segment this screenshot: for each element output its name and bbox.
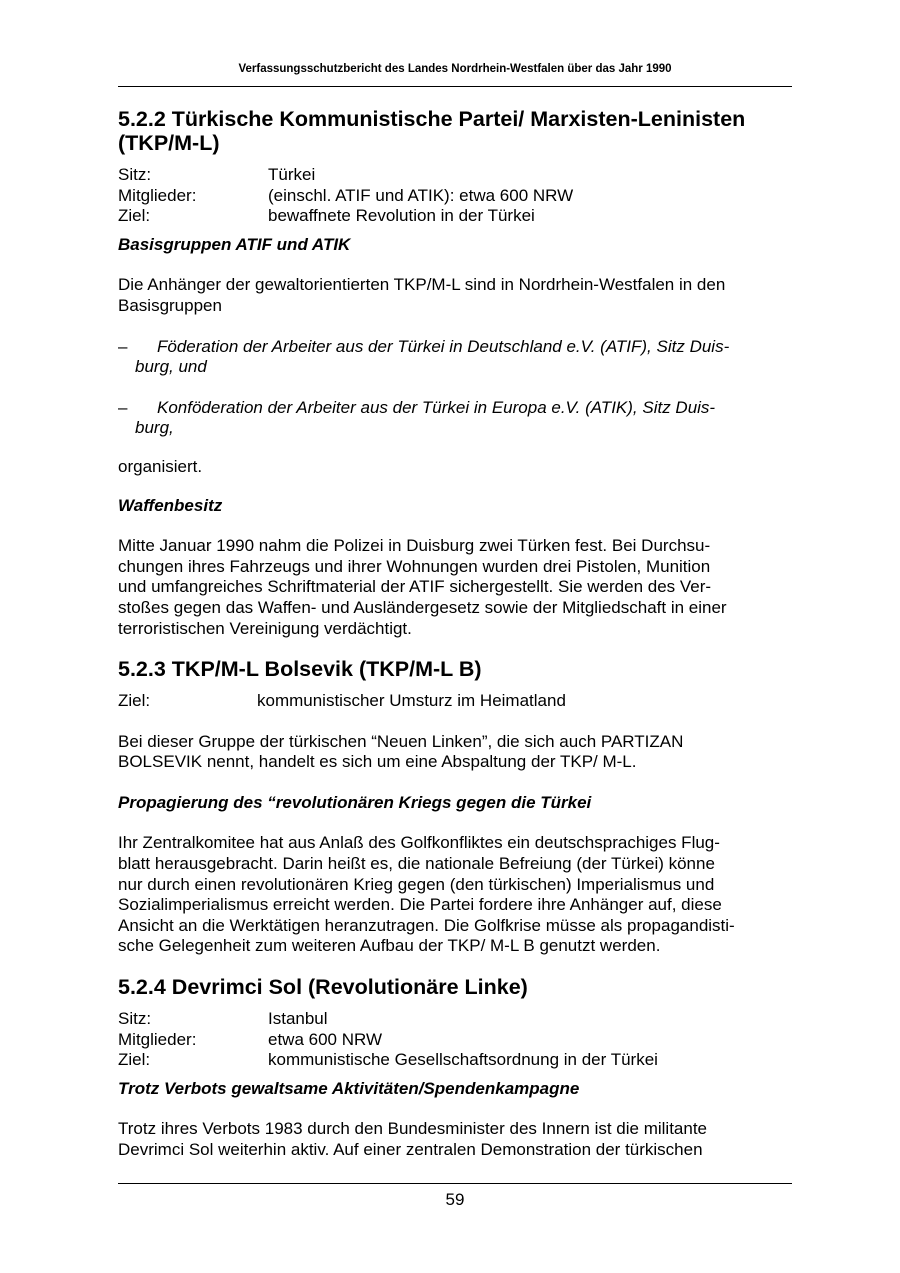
list-item xyxy=(118,337,792,378)
text-line: BOLSEVIK nennt, handelt es sich um eine Abspaltung der TKP/ M-L. xyxy=(118,752,637,772)
text-line: stoßes gegen das Waffen- und Ausländergesetz sowie der Mitgliedschaft in einer xyxy=(118,597,727,617)
fact-row xyxy=(118,1030,658,1051)
fact-row xyxy=(118,691,792,712)
subheading-propagierung: Propagierung des “revolutionären Kriegs gegen die Türkei xyxy=(118,792,592,812)
heading-line: 5.2.2 Türkische Kommunistische Partei/ Marxisten-Leninisten xyxy=(118,107,746,131)
heading-5-2-2 xyxy=(118,107,792,155)
text-line: blatt herausgebracht. Darin heißt es, die nationale Befreiung (der Türkei) könne xyxy=(118,854,715,874)
fact-value: (einschl. ATIF und ATIK): etwa 600 NRW xyxy=(268,185,574,205)
text-line: und umfangreiches Schriftmaterial der ATIF sichergestellt. Sie werden des Ver- xyxy=(118,577,712,597)
heading-5-2-3: 5.2.3 TKP/M-L Bolsevik (TKP/M-L B) xyxy=(118,657,482,682)
text-line: Die Anhänger der gewaltorientierten TKP/M-L sind in Nordrhein-Westfalen in den xyxy=(118,275,726,295)
text-line: Ihr Zentralkomitee hat aus Anlaß des Golfkonfliktes ein deutschsprachiges Flug- xyxy=(118,833,720,853)
fact-table-tkp-ml xyxy=(118,165,573,227)
list-item xyxy=(118,398,792,439)
fact-value: kommunistische Gesellschaftsordnung in der Türkei xyxy=(268,1050,658,1070)
text-line: Trotz ihres Verbots 1983 durch den Bundesminister des Innern ist die militante xyxy=(118,1119,708,1139)
text-line: sche Gelegenheit zum weiteren Aufbau der TKP/ M-L B genutzt werden. xyxy=(118,936,661,956)
fact-label: Sitz: xyxy=(118,165,152,184)
fact-value: Istanbul xyxy=(268,1009,328,1029)
header-rule xyxy=(118,86,792,87)
fact-label: Ziel: xyxy=(118,1050,151,1070)
fact-value: kommunistischer Umsturz im Heimatland xyxy=(257,691,566,711)
text-line: nur durch einen revolutionären Krieg gegen (den türkischen) Imperialismus und xyxy=(118,874,715,894)
text-line: terroristischen Vereinigung verdächtigt. xyxy=(118,618,412,638)
heading-line: (TKP/M-L) xyxy=(118,131,220,155)
fact-row xyxy=(118,1050,658,1071)
list-item-line: Konföderation der Arbeiter aus der Türkei in Europa e.V. (ATIK), Sitz Duis- xyxy=(157,397,716,417)
list-item-line: burg, xyxy=(135,418,174,438)
paragraph-propagierung xyxy=(118,833,792,957)
fact-value: Türkei xyxy=(268,165,316,184)
fact-value: etwa 600 NRW xyxy=(268,1029,383,1049)
list-item-line: Föderation der Arbeiter aus der Türkei in Deutschland e.V. (ATIF), Sitz Duis- xyxy=(157,336,730,356)
text-line: Basisgruppen xyxy=(118,295,222,315)
dash-bullet: – xyxy=(118,336,128,356)
subheading-waffenbesitz: Waffenbesitz xyxy=(118,495,223,515)
paragraph-outro: organisiert. xyxy=(118,456,203,476)
text-line: Ansicht an die Werktätigen heranzutragen. Die Golfkrise müsse als propagandisti- xyxy=(118,915,735,935)
text-line: Devrimci Sol weiterhin aktiv. Auf einer zentralen Demonstration der türkischen xyxy=(118,1140,703,1159)
footer-rule xyxy=(118,1183,792,1184)
paragraph-waffenbesitz xyxy=(118,536,792,639)
list-item-line: burg, und xyxy=(135,357,207,377)
subheading-basisgruppen: Basisgruppen ATIF und ATIK xyxy=(118,234,351,254)
fact-table-devrimci-sol xyxy=(118,1009,658,1071)
page-body xyxy=(118,107,792,1161)
fact-label: Ziel: xyxy=(118,691,151,711)
fact-label: Mitglieder: xyxy=(118,185,197,205)
heading-5-2-4: 5.2.4 Devrimci Sol (Revolutionäre Linke) xyxy=(118,975,528,1000)
paragraph-devrimci-sol xyxy=(118,1119,792,1160)
fact-row xyxy=(118,186,573,207)
dash-bullet: – xyxy=(118,397,128,417)
running-header: Verfassungsschutzbericht des Landes Nordrhein-Westfalen über das Jahr 1990 xyxy=(238,63,672,75)
fact-row xyxy=(118,165,573,186)
text-line: Mitte Januar 1990 nahm die Polizei in Duisburg zwei Türken fest. Bei Durchsu- xyxy=(118,536,711,556)
fact-label: Sitz: xyxy=(118,1009,152,1029)
text-line: Bei dieser Gruppe der türkischen “Neuen Linken”, die sich auch PARTIZAN xyxy=(118,731,684,751)
text-line: chungen ihres Fahrzeugs und ihrer Wohnungen wurden drei Pistolen, Munition xyxy=(118,556,711,576)
subheading-trotz-verbots: Trotz Verbots gewaltsame Aktivitäten/Spendenkampagne xyxy=(118,1078,580,1098)
fact-label: Ziel: xyxy=(118,206,151,226)
fact-label: Mitglieder: xyxy=(118,1029,197,1049)
text-line: Sozialimperialismus erreicht werden. Die Partei fordere ihre Anhänger auf, diese xyxy=(118,895,722,915)
fact-row xyxy=(118,206,573,227)
paragraph-intro xyxy=(118,275,792,316)
fact-value: bewaffnete Revolution in der Türkei xyxy=(268,206,535,226)
paragraph-bolsevik-intro xyxy=(118,732,792,773)
fact-row xyxy=(118,1009,658,1030)
page-number: 59 xyxy=(445,1190,465,1209)
